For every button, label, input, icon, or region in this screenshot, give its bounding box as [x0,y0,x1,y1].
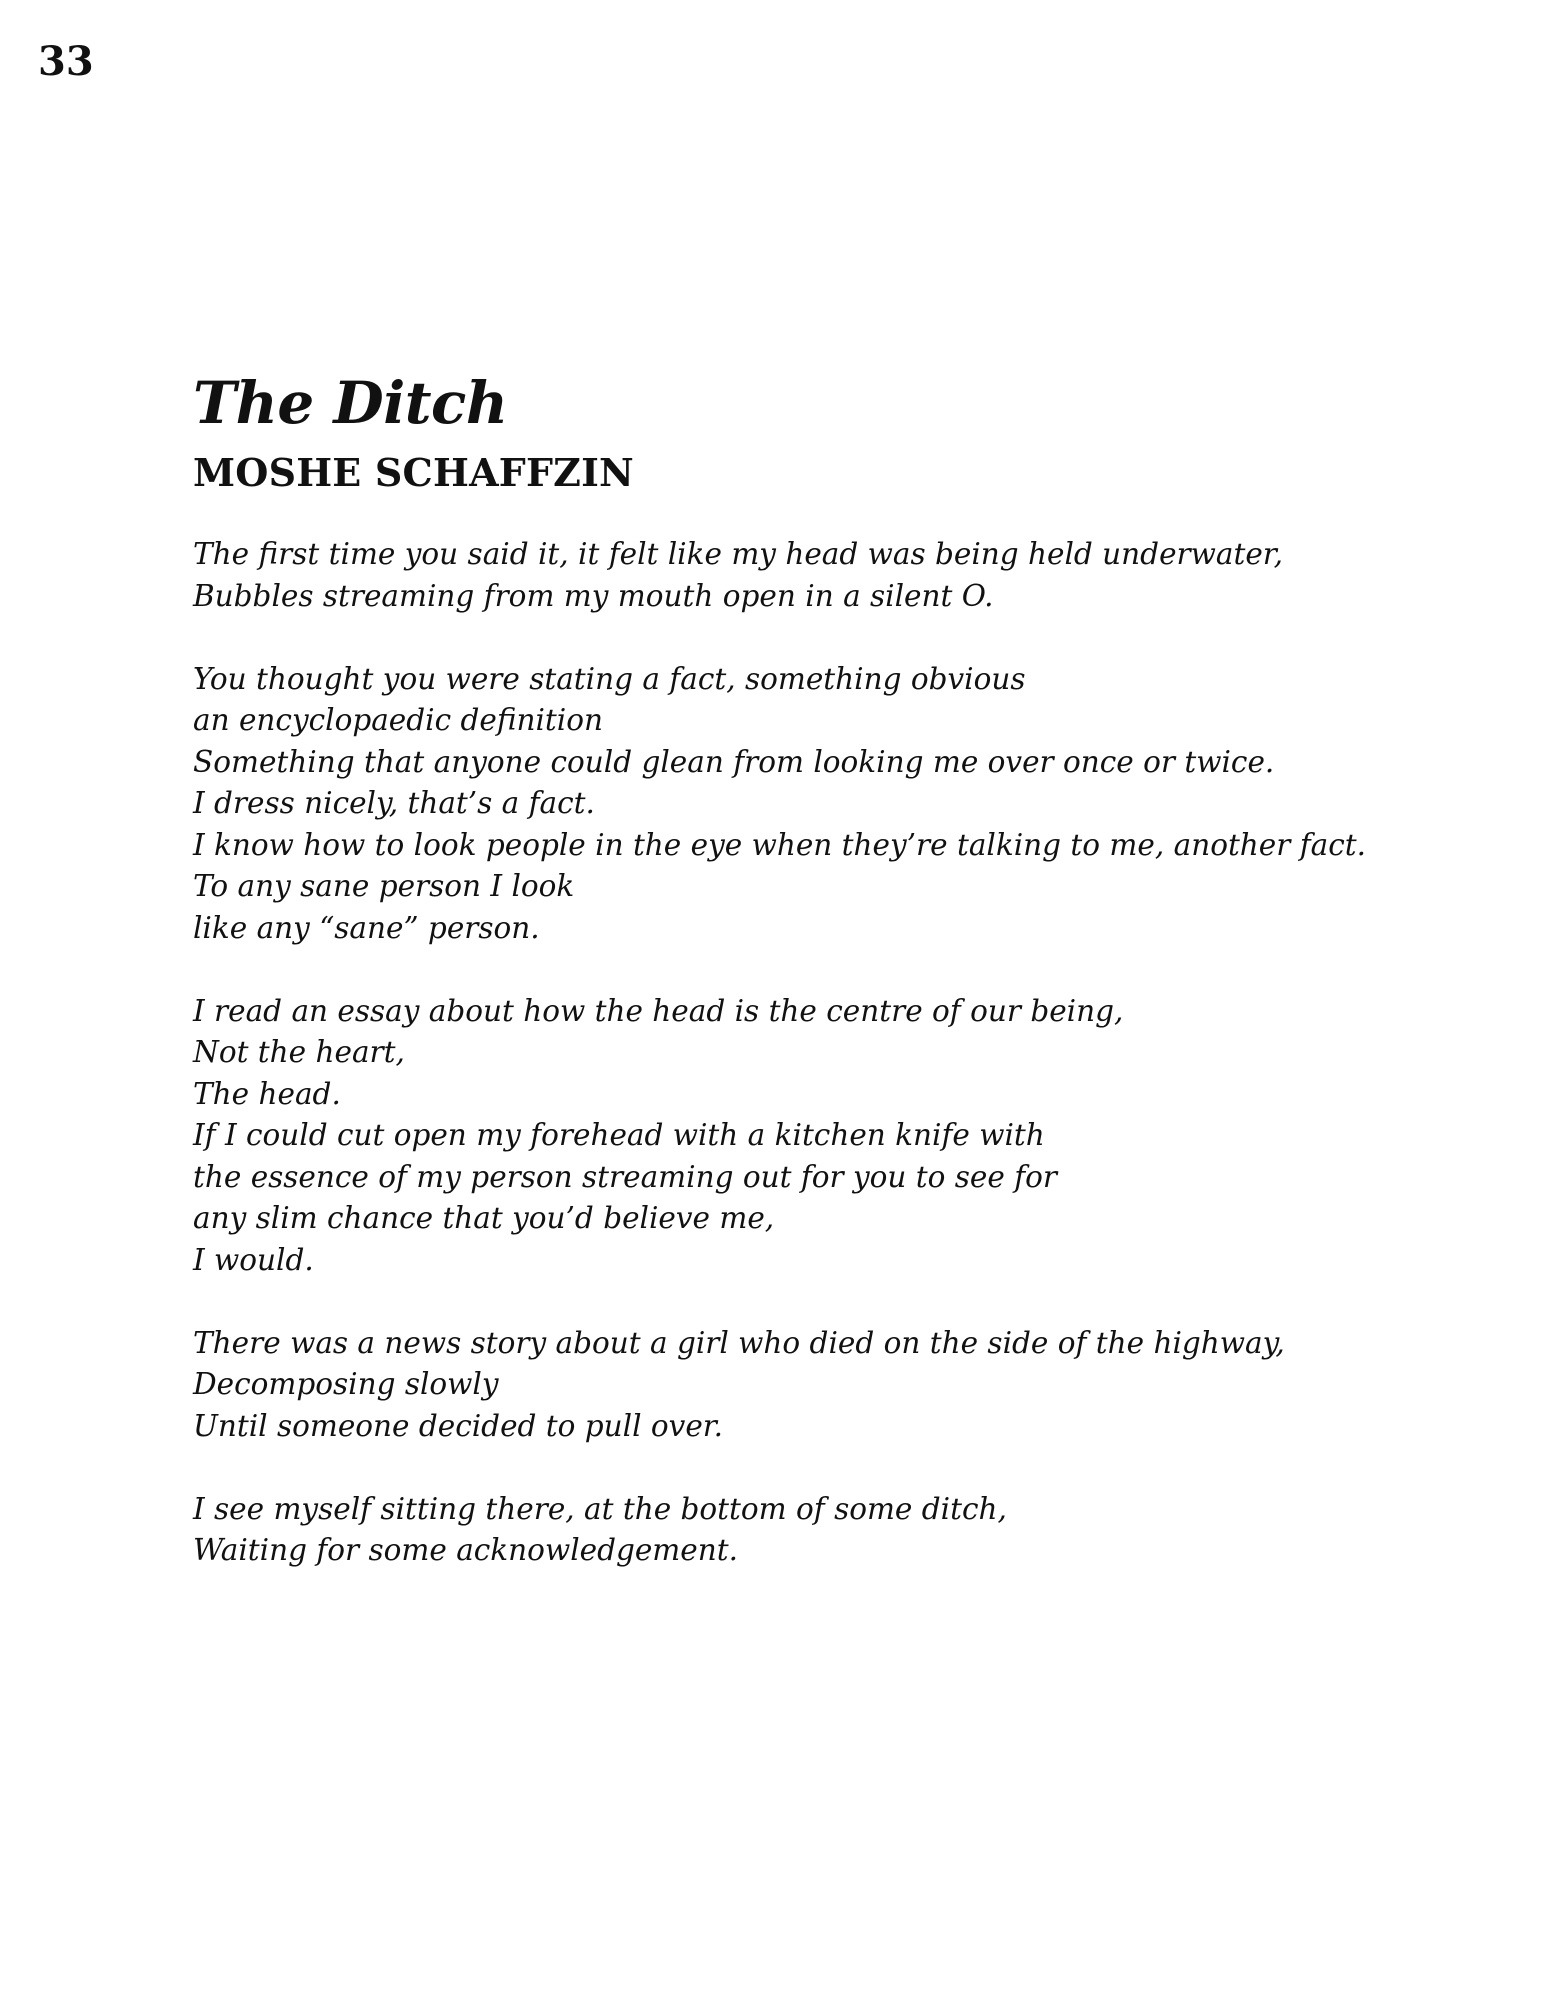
poem [193,365,1443,1613]
poem-line: I dress nicely, that’s a fact. [193,786,595,820]
stanza-4 [193,1323,1443,1448]
stanza-5 [193,1489,1443,1572]
poem-line: Not the heart, [193,1035,405,1069]
page-number: 33 [38,38,94,85]
poem-line: I see myself sitting there, at the bottom of some ditch, [193,1491,1007,1526]
poem-line: Decomposing slowly [193,1367,499,1401]
poem-body [193,534,1443,1572]
poem-line: You thought you were stating a fact, something obvious [193,661,1026,696]
poem-line: Until someone decided to pull over. [193,1408,724,1443]
poem-line: To any sane person I look [193,869,575,903]
poem-title: The Ditch [193,369,508,437]
stanza-1 [193,534,1443,617]
poem-line: I know how to look people in the eye when they’re talking to me, another fact. [193,827,1366,862]
poem-line: I read an essay about how the head is the centre of our being, [193,993,1124,1028]
poem-line: There was a news story about a girl who died on the side of the highway, [193,1325,1285,1360]
poem-line: like any “sane” person. [193,910,540,945]
poem-line: an encyclopaedic definition [193,703,603,737]
poem-line: Bubbles streaming from my mouth open in a silent O. [193,578,994,613]
stanza-3 [193,991,1443,1282]
stanza-2 [193,659,1443,950]
poem-line: the essence of my person streaming out for you to see for [193,1159,1057,1194]
poem-line: The head. [193,1076,341,1111]
poem-line: If I could cut open my forehead with a kitchen knife with [193,1118,1045,1152]
poem-line: Waiting for some acknowledgement. [193,1533,738,1567]
poem-line: Something that anyone could glean from looking me over once or twice. [193,744,1275,779]
poem-author: MOSHE SCHAFFZIN [193,450,634,495]
poem-line: The first time you said it, it felt like my head was being held underwater, [193,537,1284,571]
poem-line: any slim chance that you’d believe me, [193,1201,775,1235]
poem-line: I would. [193,1242,314,1277]
